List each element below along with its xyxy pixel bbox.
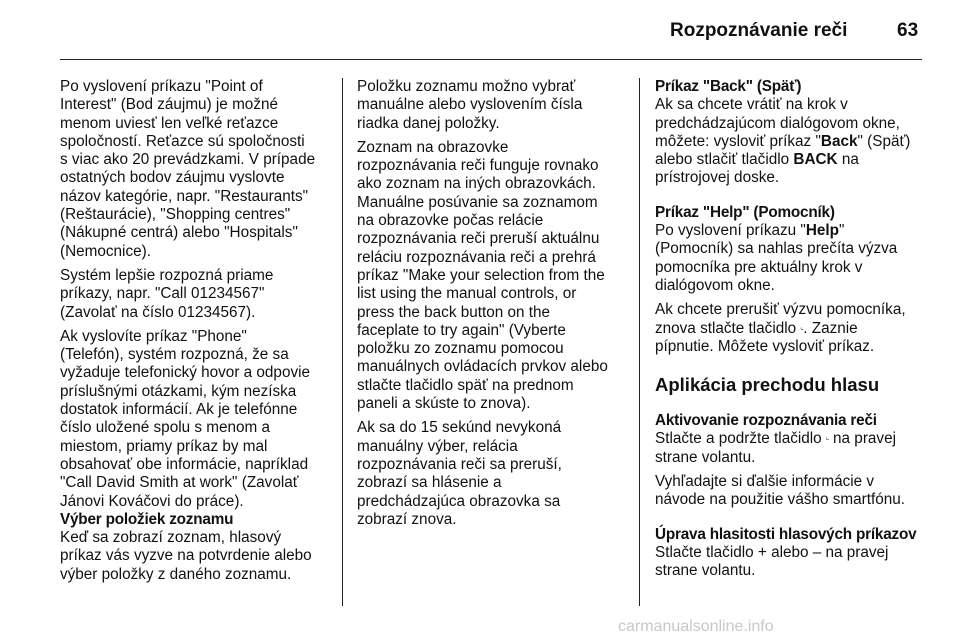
column-3 [655, 78, 916, 581]
page-title: Rozpoznávanie reči [670, 20, 848, 41]
text-line: alebo stlačiť tlačidlo BACK na [655, 151, 859, 169]
text-line: list using the manual controls, or [357, 285, 577, 303]
text-line: návode na použitie vášho smartfónu. [655, 491, 906, 509]
text-line: Ak vyslovíte príkaz "Phone" [60, 327, 247, 345]
section-heading-voice-passthrough: Aplikácia prechodu hlasu [655, 374, 880, 396]
text-line: (Zavolať na číslo 01234567). [60, 303, 256, 321]
text-line: rozpoznávania reči preruší aktuálnu [357, 230, 600, 248]
text-line: predchádzajúcom dialógovom okne, [655, 114, 900, 132]
text-line: press the back button on the [357, 303, 551, 321]
text-line: môžete: vysloviť príkaz "Back" (Späť) [655, 132, 911, 150]
text-line: položku zo zoznamu pomocou [357, 340, 564, 358]
text-line: predchádzajúca obrazovka sa [357, 492, 561, 510]
text-line: paneli a skúste to znova). [357, 395, 531, 413]
text-line: na obrazovke počas relácie [357, 212, 544, 230]
column-1 [60, 78, 315, 584]
subheading-volume-adjust: Úprava hlasitosti hlasových príkazov [655, 525, 917, 543]
text-line: príslušnými otázkami, kým nezíska [60, 382, 297, 400]
text-line: Vyhľadajte si ďalšie informácie v [655, 473, 875, 491]
text-line: zobrazí znova. [357, 510, 457, 528]
column-2 [357, 78, 608, 529]
voice-control-icon: 𝆥 [800, 320, 804, 336]
text-line: "Call David Smith at work" (Zavolať [60, 474, 299, 492]
text-line: Systém lepšie rozpozná priame [60, 266, 274, 284]
text-line: (Pomocník) sa nahlas prečíta výzva [655, 240, 898, 258]
text-line: Ak sa do 15 sekúnd nevykoná [357, 419, 562, 437]
text-line: Položku zoznamu možno vybrať [357, 78, 576, 95]
keyword-help: Help [805, 222, 839, 240]
text-line: stlačte tlačidlo späť na prednom [357, 376, 574, 394]
text-line: obsahovať obe informácie, napríklad [60, 455, 309, 473]
watermark: carmanualsonline.info [618, 618, 774, 635]
text-line: pomocníka pre aktuálny krok v [655, 258, 863, 276]
header-rule [60, 59, 922, 60]
text-line: riadka danej položky. [357, 114, 500, 132]
text-line: (Reštaurácie), "Shopping centres" [60, 206, 291, 224]
text-line: dialógovom okne. [655, 276, 775, 294]
text-line: prístrojovej doske. [655, 169, 780, 187]
text-line: Ak sa chcete vrátiť na krok v [655, 96, 848, 114]
text-line: vyžaduje telefonický hovor a odpovie [60, 364, 311, 382]
text-line: Po vyslovení príkazu "Help" [655, 222, 845, 240]
text-line: názov kategórie, napr. "Restaurants" [60, 187, 309, 205]
text-line: zobrazí sa hlásenie a [357, 474, 502, 492]
text-line: Po vyslovení príkazu "Point of [60, 78, 263, 95]
minus-icon: – [812, 543, 822, 561]
text-line: pípnutie. Môžete vysloviť príkaz. [655, 337, 875, 355]
text-line: manuálny výber, relácia [357, 437, 518, 455]
text-line: číslo uložené spolu s menom a [60, 419, 271, 437]
text-line: ostatných bodov záujmu vyslovte [60, 169, 285, 187]
text-line: s viac ako 20 prevádzkami. V prípade [60, 151, 316, 169]
subheading-help-command: Príkaz "Help" (Pomocník) [655, 203, 835, 221]
column-divider-2 [639, 78, 640, 606]
plus-icon: + [757, 543, 767, 561]
text-line: manuálne alebo vyslovením čísla [357, 96, 583, 114]
text-line: rozpoznávania reči funguje rovnako [357, 157, 599, 175]
text-line: znova stlačte tlačidlo 𝆥. Zaznie [655, 319, 858, 337]
text-line: Manuálne posúvanie sa zoznamom [357, 193, 598, 211]
text-line: menom uviesť len veľké reťazce [60, 114, 279, 132]
text-line: Ak chcete prerušiť výzvu pomocníka, [655, 301, 906, 319]
page-number: 63 [897, 20, 919, 41]
text-line: Stlačte a podržte tlačidlo 𝆥 na pravej [655, 430, 896, 448]
keyword-back-button: BACK [793, 151, 838, 169]
text-line: reláciu rozpoznávania reči a prehrá [357, 248, 596, 266]
text-line: manuálnych ovládacích prvkov alebo [357, 358, 608, 376]
text-line: príkaz "Make your selection from the [357, 266, 605, 284]
text-line: faceplate to try again" (Vyberte [357, 321, 566, 339]
subheading-list-selection: Výber položiek zoznamu [60, 510, 234, 528]
text-line: (Telefón), systém rozpozná, že sa [60, 346, 289, 364]
keyword-back: Back [820, 132, 858, 150]
subheading-back-command: Príkaz "Back" (Späť) [655, 78, 802, 95]
text-line: Zoznam na obrazovke [357, 138, 509, 156]
text-line: (Nákupné centrá) alebo "Hospitals" [60, 224, 298, 242]
text-line: dostatok informácií. Ak je telefónne [60, 401, 298, 419]
text-line: rozpoznávania reči sa preruší, [357, 455, 562, 473]
text-line: Stlačte tlačidlo + alebo – na pravej [655, 543, 889, 561]
text-line: strane volantu. [655, 562, 756, 580]
text-line: spoločností. Reťazce sú spoločnosti [60, 132, 305, 150]
voice-control-icon: 𝆥 [825, 431, 829, 447]
column-divider-1 [342, 78, 343, 606]
text-line: príkazy, napr. "Call 01234567" [60, 285, 265, 303]
text-line: Jánovi Kováčovi do práce). [60, 492, 244, 510]
text-line: (Nemocnice). [60, 242, 151, 260]
text-line: príkaz vás vyzve na potvrdenie alebo [60, 547, 312, 565]
text-line: Keď sa zobrazí zoznam, hlasový [60, 529, 282, 547]
text-line: výber položky z daného zoznamu. [60, 565, 292, 583]
text-line: miestom, priamy príkaz by mal [60, 437, 268, 455]
subheading-activate-recognition: Aktivovanie rozpoznávania reči [655, 412, 877, 430]
text-line: ako zoznam na iných obrazovkách. [357, 175, 596, 193]
text-line: strane volantu. [655, 448, 756, 466]
text-line: Interest" (Bod záujmu) je možné [60, 96, 278, 114]
